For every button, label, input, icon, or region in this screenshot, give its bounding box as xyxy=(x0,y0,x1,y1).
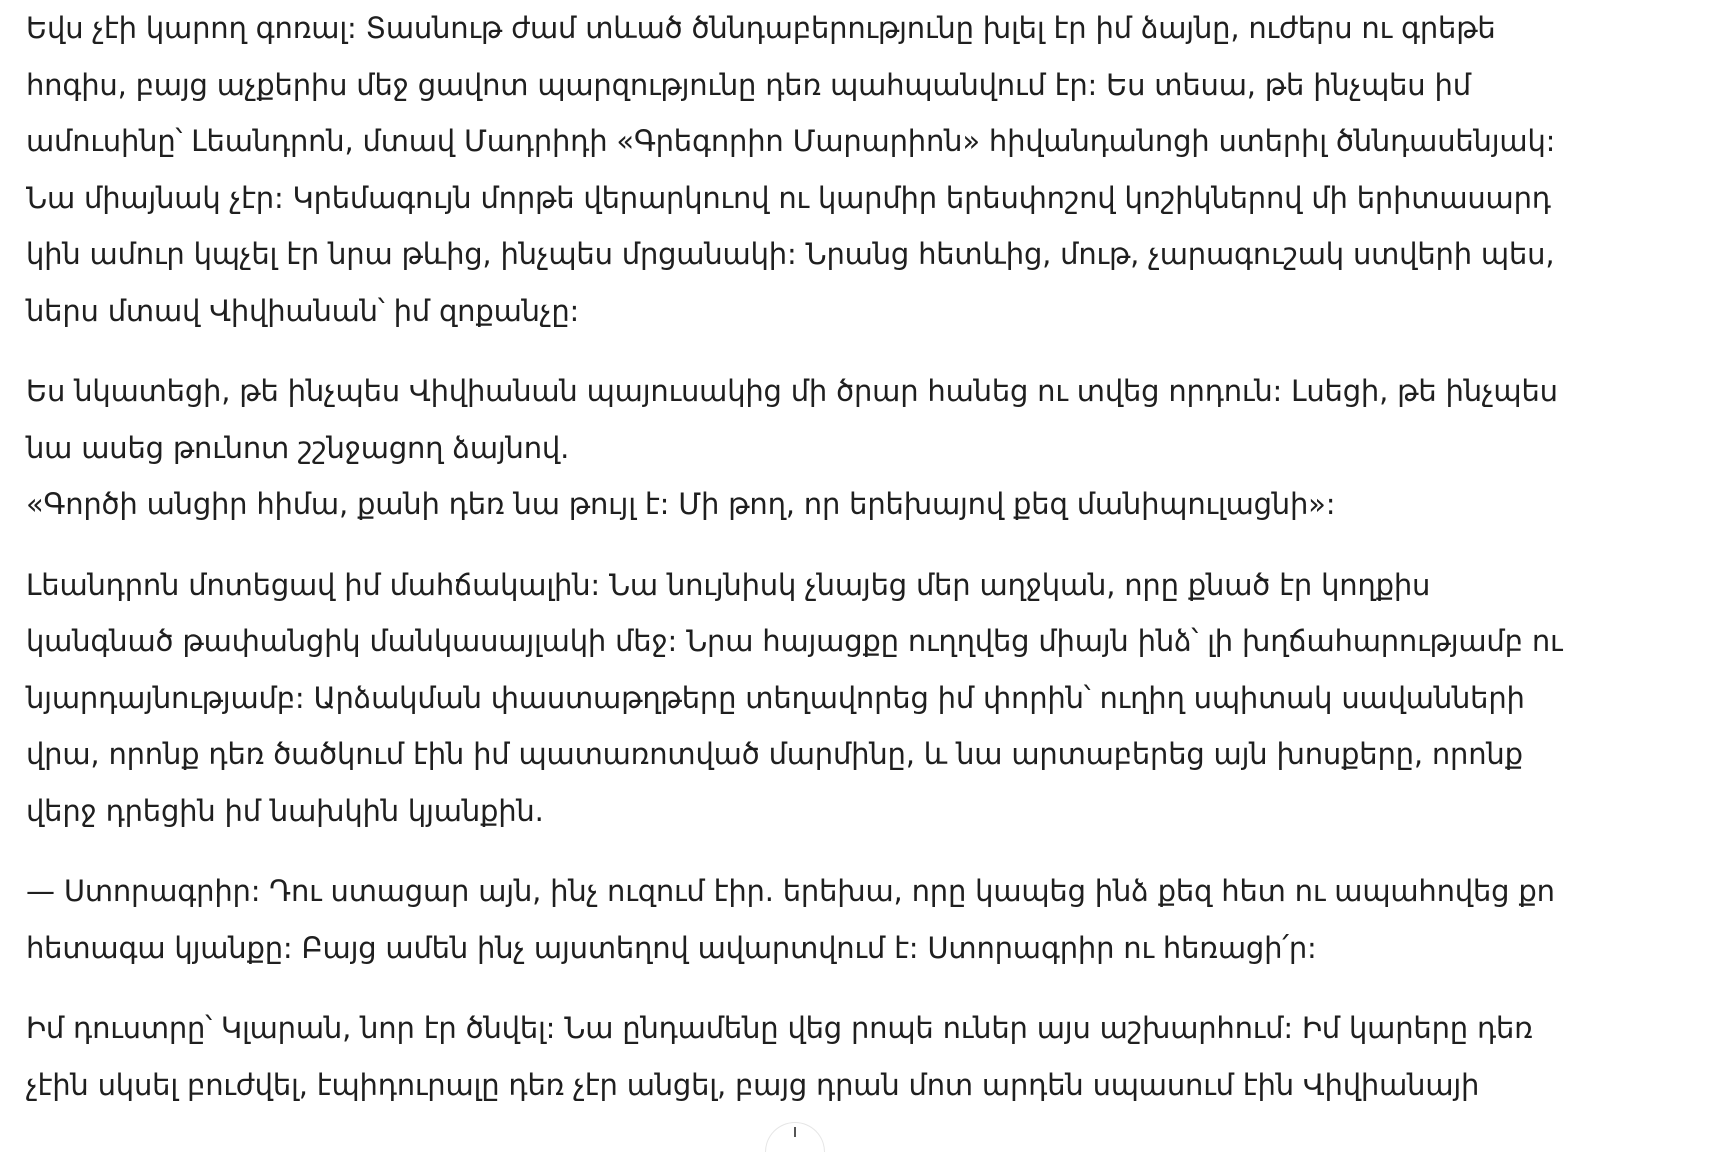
paragraph-2: Ես նկատեցի, թե ինչպես Վիվիանան պայուսակից մի ծրար հանեց ու տվեց որդուն: Լսեցի, թե ինչպես նա ասեց թունոտ շշնջացող ձայնով. «Գործի անցիր հիմա, քանի դեռ նա թույլ է: Մի թող, որ երեխայով քեզ մանիպուլացնի»: xyxy=(26,374,1558,521)
paragraph-1: Եվս չէի կարող գոռալ: Տասնութ ժամ տևած ծննդաբերությունը խլել էր իմ ձայնը, ուժերս ու գրեթե հոգիս, բայց աչքերիս մեջ ցավոտ պարզությունը դեռ պահպանվում էր: Ես տեսա, թե ինչպես իմ ամուսինը՝ Լեանդրոն, մտավ Մադրիդի «Գրեգորիո Մարարիոն» հիվանդանոցի ստերիլ ծննդասենյակ: Նա միայնակ չէր: Կրեմագույն մորթե վերարկուով ու կարմիր երեսփոշով կոշիկներով մի երիտասարդ կին ամուր կպչել էր նրա թևից, ինչպես մրցանակի: Նրանց հետևից, մութ, չարագուշակ ստվերի պես, ներս մտավ Վիվիանան՝ իմ զոքանչը: xyxy=(26,11,1556,328)
article-body xyxy=(26,0,1586,1137)
paragraph-4: — Ստորագրիր: Դու ստացար այն, ինչ ուզում էիր. երեխա, որը կապեց ինձ քեզ հետ ու ապահովեց քո հետագա կյանքը: Բայց ամեն ինչ այստեղով ավարտվում է: Ստորագրիր ու հեռացի՛ր: xyxy=(26,874,1555,965)
paragraph-5: Իմ դուստրը՝ Կլարան, նոր էր ծնվել: Նա ընդամենը վեց րոպե ուներ այս աշխարհում: Իմ կարերը դեռ չէին սկսել բուժվել, էպիդուրալը դեռ չէր անցել, բայց դրան մոտ արդեն սպասում էին Վիվիանայի xyxy=(26,1011,1533,1102)
paragraph-3: Լեանդրոն մոտեցավ իմ մահճակալին: Նա նույնիսկ չնայեց մեր աղջկան, որը քնած էր կողքիս կանգնած թափանցիկ մանկասայլակի մեջ: Նրա հայացքը ուղղվեց միայն ինձ՝ լի խղճահարությամբ ու նյարդայնությամբ: Արձակման փաստաթղթերը տեղավորեց իմ փորին՝ ուղիղ սպիտակ սավանների վրա, որոնք դեռ ծածկում էին իմ պատառոտված մարմինը, և նա արտաբերեց այն խոսքերը, որոնք վերջ դրեցին իմ նախկին կյանքին. xyxy=(26,567,1563,828)
